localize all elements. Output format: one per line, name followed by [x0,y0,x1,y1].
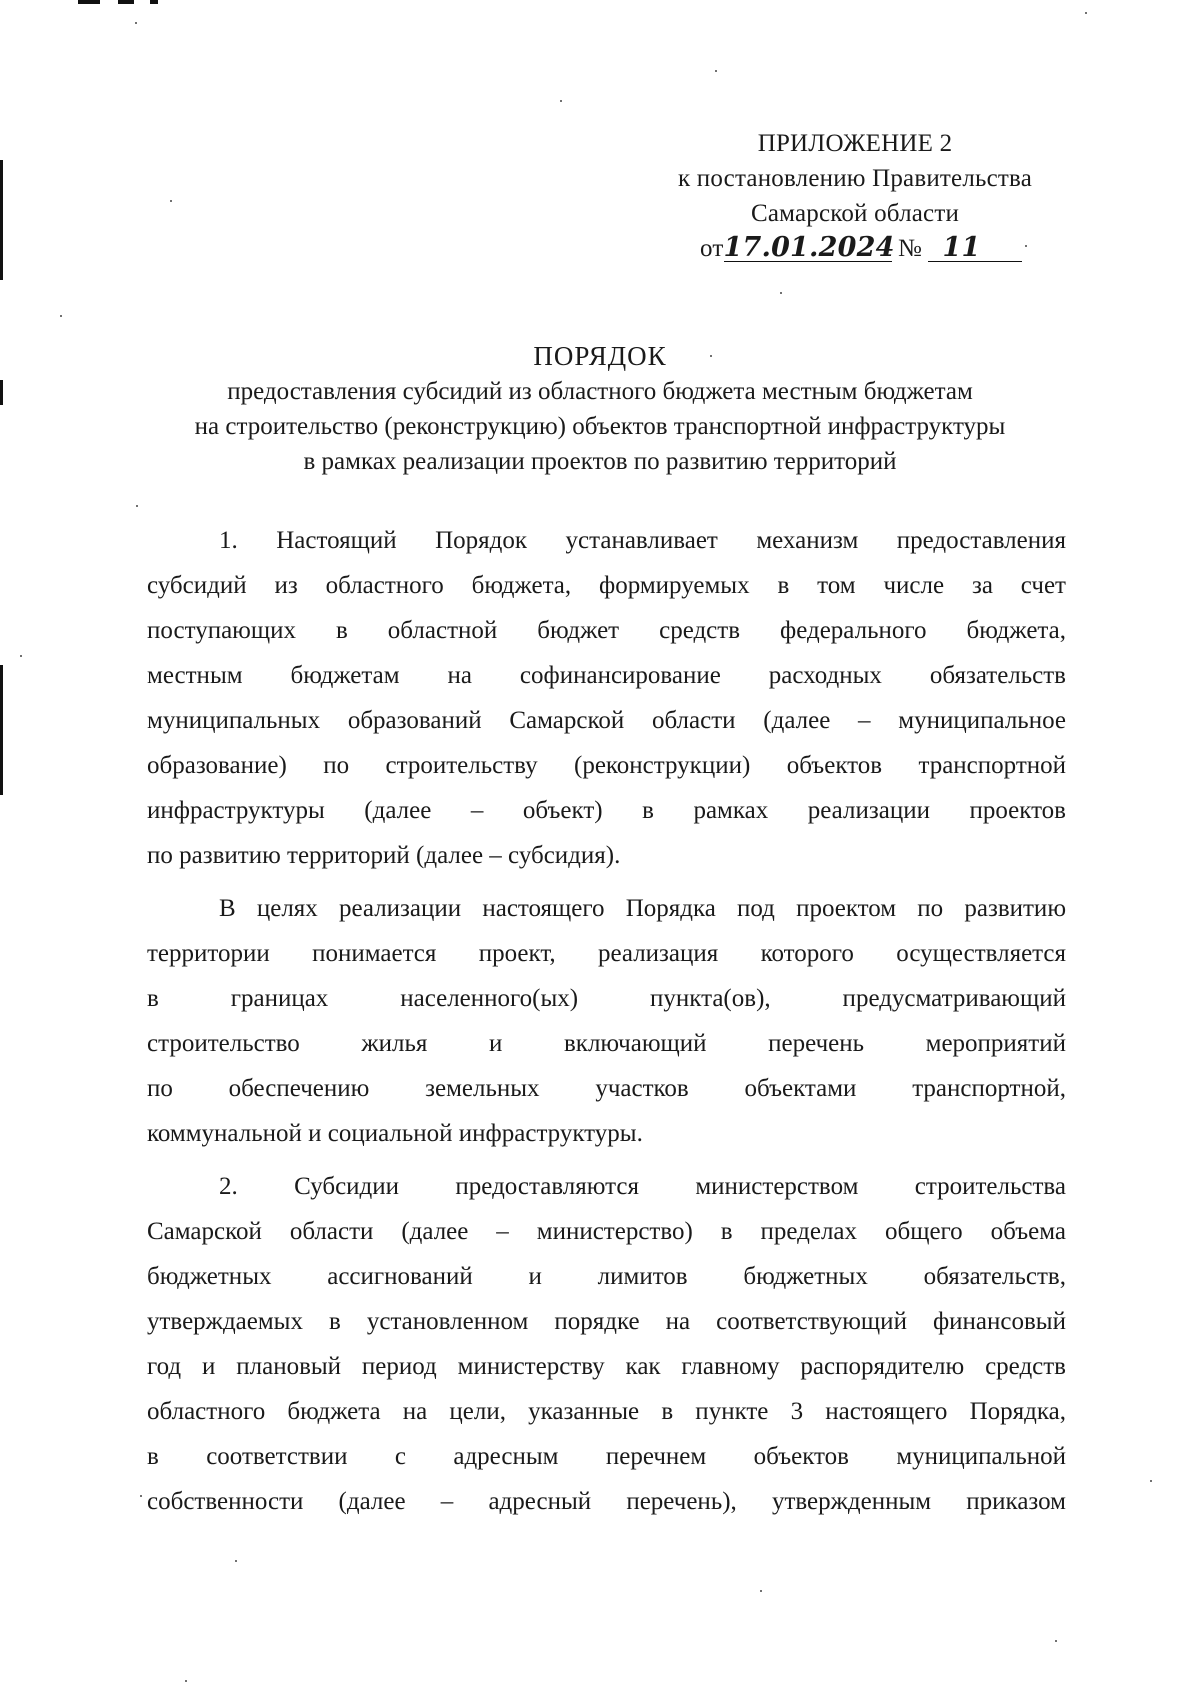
scan-artifact [1150,1480,1152,1482]
paragraph-line: местным бюджетам на софинансирование расходных обязательств [147,662,1066,689]
scan-artifact [135,22,137,24]
scan-artifact [0,380,3,405]
subtitle-line: на строительство (реконструкцию) объектов транспортной инфраструктуры [194,413,1006,440]
paragraph-last-line: по развитию территорий (далее – субсидия). [147,842,621,869]
scan-artifact [78,0,100,4]
scan-artifact [60,315,62,317]
handwritten-date: 17.01.2024 [723,232,895,263]
paragraph-line: бюджетных ассигнований и лимитов бюджетных обязательств, [147,1263,1066,1290]
scan-artifact [235,1560,237,1562]
document-title: ПОРЯДОК [533,341,667,371]
subtitle-line: в рамках реализации проектов по развитию территорий [303,448,897,475]
paragraph-1 [147,518,1066,878]
scan-artifact [136,505,138,507]
paragraph-gap [147,1156,1066,1164]
scan-artifact [118,0,134,4]
paragraph-line: в границах населенного(ых) пункта(ов), предусматривающий [147,985,1066,1012]
paragraph-line: областного бюджета на цели, указанные в пункте 3 настоящего Порядка, [147,1398,1066,1425]
scan-artifact [1085,12,1087,14]
paragraph-line: инфраструктуры (далее – объект) в рамках реализации проектов [147,797,1066,824]
paragraph-gap [147,878,1066,886]
paragraph-2 [147,886,1066,1156]
paragraph-line: 2. Субсидии предоставляются министерством строительства [219,1173,1066,1200]
appendix-resolution-line: к постановлению Правительства [677,165,1033,192]
paragraph-line: строительство жилья и включающий перечень мероприятий [147,1030,1066,1057]
appendix-region-line: Самарской области [750,200,960,227]
appendix-header [640,126,1070,266]
paragraph-line: по обеспечению земельных участков объектами транспортной, [147,1075,1066,1102]
paragraph-line: 1. Настоящий Порядок устанавливает механизм предоставления [219,527,1066,554]
document-subtitle [110,374,1090,479]
paragraph-last-line: коммунальной и социальной инфраструктуры. [147,1120,643,1147]
paragraph-line: Самарской области (далее – министерство) в пределах общего объема [147,1218,1066,1245]
scan-artifact [150,0,158,4]
paragraph-line: В целях реализации настоящего Порядка под проектом по развитию [219,895,1066,922]
paragraph-line: субсидий из областного бюджета, формируемых в том числе за счет [147,572,1066,599]
number-label: № [897,235,923,262]
subtitle-line: предоставления субсидий из областного бюджета местным бюджетам [227,378,973,405]
appendix-heading: ПРИЛОЖЕНИЕ 2 [757,130,953,157]
paragraph-line: образование) по строительству (реконструкции) объектов транспортной [147,752,1066,779]
scan-artifact [780,292,782,294]
scan-artifact [1055,1640,1057,1642]
paragraph-line: территории понимается проект, реализация которого осуществляется [147,940,1066,967]
handwritten-number: 11 [928,235,1022,262]
scan-artifact [0,160,3,280]
date-prefix: от [700,235,724,262]
document-title-block [110,338,1090,479]
scan-artifact [170,200,172,202]
paragraph-line: в соответствии с адресным перечнем объектов муниципальной [147,1443,1066,1470]
paragraph-3 [147,1164,1066,1524]
document-body [147,518,1066,1524]
paragraph-line: утверждаемых в установленном порядке на соответствующий финансовый [147,1308,1066,1335]
scan-artifact [560,100,562,102]
scan-artifact [185,1680,187,1682]
appendix-date-line [640,231,1070,266]
scan-artifact [760,1590,762,1592]
paragraph-line: поступающих в областной бюджет средств федерального бюджета, [147,617,1066,644]
scan-artifact [20,655,22,657]
scan-artifact [0,665,3,795]
paragraph-line: муниципальных образований Самарской области (далее – муниципальное [147,707,1066,734]
paragraph-line: год и плановый период министерству как главному распорядителю средств [147,1353,1066,1380]
paragraph-line: собственности (далее – адресный перечень), утвержденным приказом [147,1488,1066,1515]
scan-artifact [140,1495,142,1497]
scan-artifact [715,70,717,72]
